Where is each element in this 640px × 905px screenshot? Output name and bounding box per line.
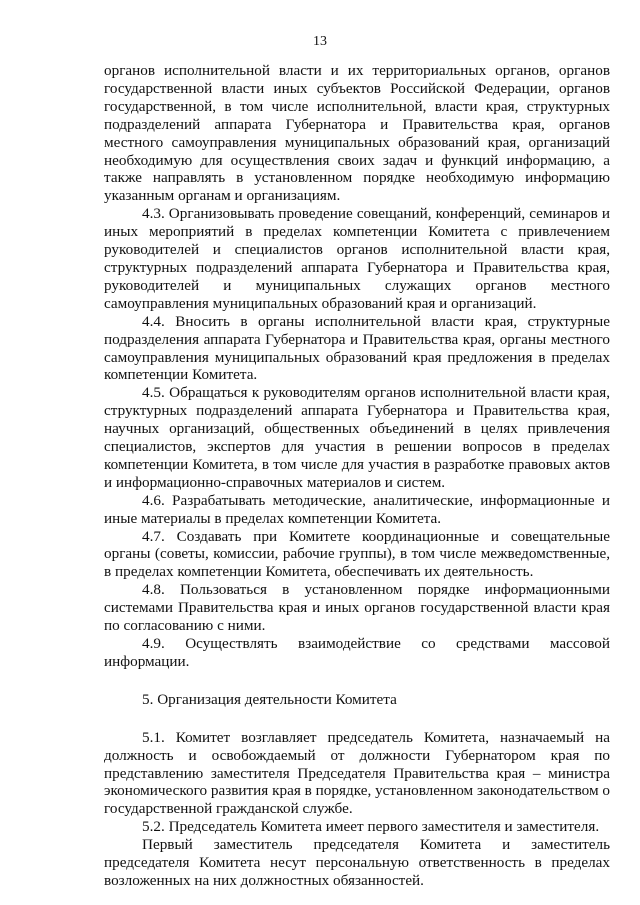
section-heading: 5. Организация деятельности Комитета bbox=[142, 690, 397, 708]
paragraph-4-3: 4.3. Организовывать проведение совещаний, конференций, семинаров и иных мероприятий в пределах компетенции Комитета с привлечением руководителей и специалистов органов исполнительной власти края, структурных подразделений аппарата Губернатора и Правительства края, руководителей и муниципальных служащих органов местного самоуправления муниципальных образований края и организаций. bbox=[104, 205, 610, 312]
paragraph-4-7: 4.7. Создавать при Комитете координационные и совещательные органы (советы, комиссии, рабочие группы), в том числе межведомственные, в пределах компетенции Комитета, обеспечивать их деятельность. bbox=[104, 527, 610, 581]
paragraph-4-5: 4.5. Обращаться к руководителям органов исполнительной власти края, структурных подразделений аппарата Губернатора и Правительства края, научных организаций, общественных объединений в целях привлечения специалистов, экспертов для участия в решении вопросов в пределах компетенции Комитета, в том числе для участия в разработке правовых актов и информационно-справочных материалов и систем. bbox=[104, 384, 610, 491]
paragraph-4-6: 4.6. Разрабатывать методические, аналитические, информационные и иные материалы в пределах компетенции Комитета. bbox=[104, 491, 610, 527]
page-number: 13 bbox=[313, 34, 327, 49]
paragraph-5-1: 5.1. Комитет возглавляет председатель Комитета, назначаемый на должность и освобождаемый от должности Губернатором края по представлению заместителя Председателя Правительства края – министра экономического развития края в порядке, установленном законодательством о государственной гражданской службе. bbox=[104, 728, 610, 818]
paragraph-4-8: 4.8. Пользоваться в установленном порядке информационными системами Правительства края и иных органов государственной власти края по согласованию с ними. bbox=[104, 581, 610, 635]
paragraph-continuation: органов исполнительной власти и их территориальных органов, органов государственной власти иных субъектов Российской Федерации, органов государственной, в том числе исполнительной, власти края, структурных подразделений аппарата Губернатора и Правительства края, органов местного самоуправления муниципальных образований края, организаций необходимую для осуществления своих задач и функций информацию, а также направлять в установленном порядке необходимую информацию указанным органам и организациям. bbox=[104, 62, 610, 205]
document-body bbox=[104, 62, 610, 890]
paragraph-deputies: Первый заместитель председателя Комитета и заместитель председателя Комитета несут персональную ответственность в пределах возложенных на них должностных обязанностей. bbox=[104, 836, 610, 889]
paragraph-4-9: 4.9. Осуществлять взаимодействие со средствами массовой информации. bbox=[104, 635, 610, 670]
paragraph-5-2: 5.2. Председатель Комитета имеет первого заместителя и заместителя. bbox=[142, 818, 600, 836]
paragraph-4-4: 4.4. Вносить в органы исполнительной власти края, структурные подразделения аппарата Губернатора и Правительства края, органы местного самоуправления муниципальных образований края предложения в пределах компетенции Комитета. bbox=[104, 312, 610, 384]
